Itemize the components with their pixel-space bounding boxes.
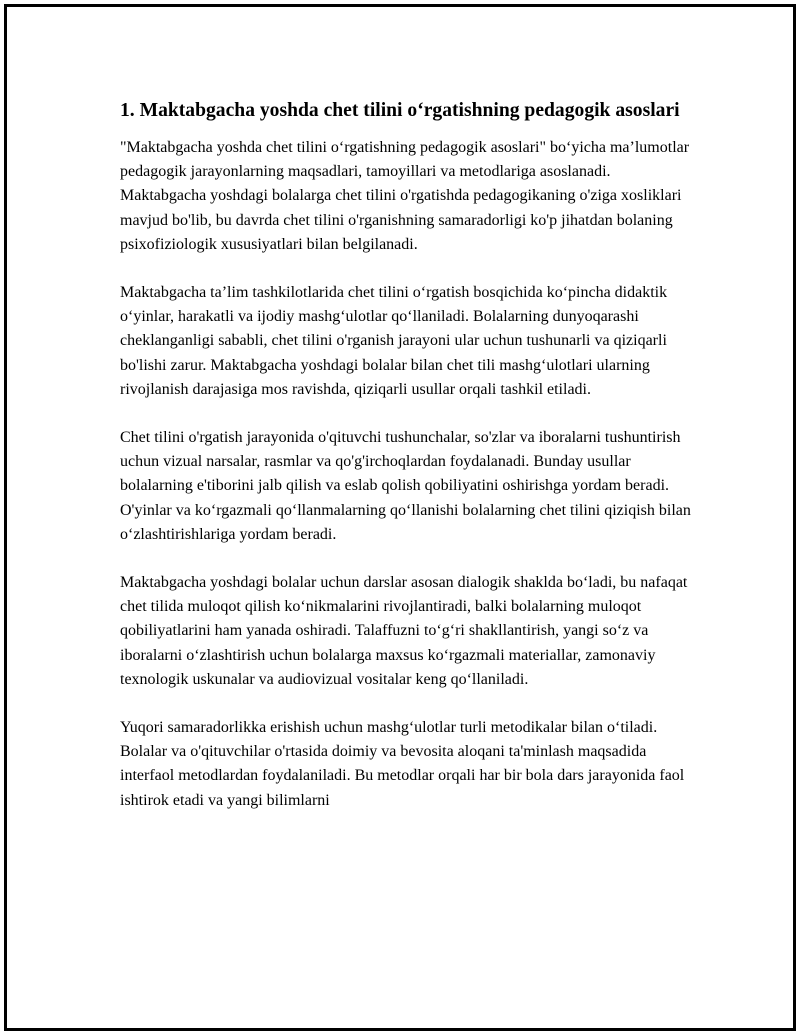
document-body xyxy=(120,97,694,837)
page-frame xyxy=(4,4,796,1031)
paragraph: Yuqori samaradorlikka erishish uchun mashg‘ulotlar turli metodikalar bilan o‘tiladi. Bolalar va o'qituvchilar o'rtasida doimiy va bevosita aloqani ta'minlash maqsadida interfaol metodlardan foydalaniladi. Bu metodlar orqali har bir bola dars jarayonida faol ishtirok etadi va yangi bilimlarni xyxy=(120,719,685,809)
paragraph: Maktabgacha yoshdagi bolalar uchun darslar asosan dialogik shaklda bo‘ladi, bu nafaqat chet tilida muloqot qilish ko‘nikmalarini rivojlantiradi, balki bolalarning muloqot qobiliyatlarini ham yanada oshiradi. Talaffuzni to‘g‘ri shakllantirish, yangi so‘z va iboralarni o‘zlashtirish uchun bolalarga maxsus ko‘rgazmali materiallar, zamonaviy texnologik uskunalar va audiovizual vositalar keng qo‘llaniladi. xyxy=(120,574,688,688)
paragraph: Maktabgacha ta’lim tashkilotlarida chet tilini o‘rgatish bosqichida ko‘pincha didaktik o‘yinlar, harakatli va ijodiy mashg‘ulotlar qo‘llaniladi. Bolalarning dunyoqarashi cheklanganligi sababli, chet tilini o'rganish jarayoni ular uchun tushunarli va qiziqarli bo'lishi zarur. Maktabgacha yoshdagi bolalar bilan chet tili mashg‘ulotlari ularning rivojlanish darajasiga mos ravishda, qiziqarli usullar orqali tashkil etiladi. xyxy=(120,284,668,398)
document-title: 1. Maktabgacha yoshda chet tilini o‘rgatishning pedagogik asoslari xyxy=(120,100,680,121)
paragraph: Chet tilini o'rgatish jarayonida o'qituvchi tushunchalar, so'zlar va iboralarni tushuntirish uchun vizual narsalar, rasmlar va qo'g'irchoqlardan foydalanadi. Bunday usullar bolalarning e'tiborini jalb qilish va eslab qolish qobiliyatini oshirishga yordam beradi. O'yinlar va ko‘rgazmali qo‘llanmalarning qo‘llanishi bolalarning chet tilini qiziqish bilan o‘zlashtirishlariga yordam beradi. xyxy=(120,429,691,543)
paragraph: "Maktabgacha yoshda chet tilini o‘rgatishning pedagogik asoslari" bo‘yicha ma’lumotlar pedagogik jarayonlarning maqsadlari, tamoyillari va metodlariga asoslanadi. Maktabgacha yoshdagi bolalarga chet tilini o'rgatishda pedagogikaning o'ziga xosliklari mavjud bo'lib, bu davrda chet tilini o'rganishning samaradorligi ko'p jihatdan bolaning psixofiziologik xususiyatlari bilan belgilanadi. xyxy=(120,139,690,253)
